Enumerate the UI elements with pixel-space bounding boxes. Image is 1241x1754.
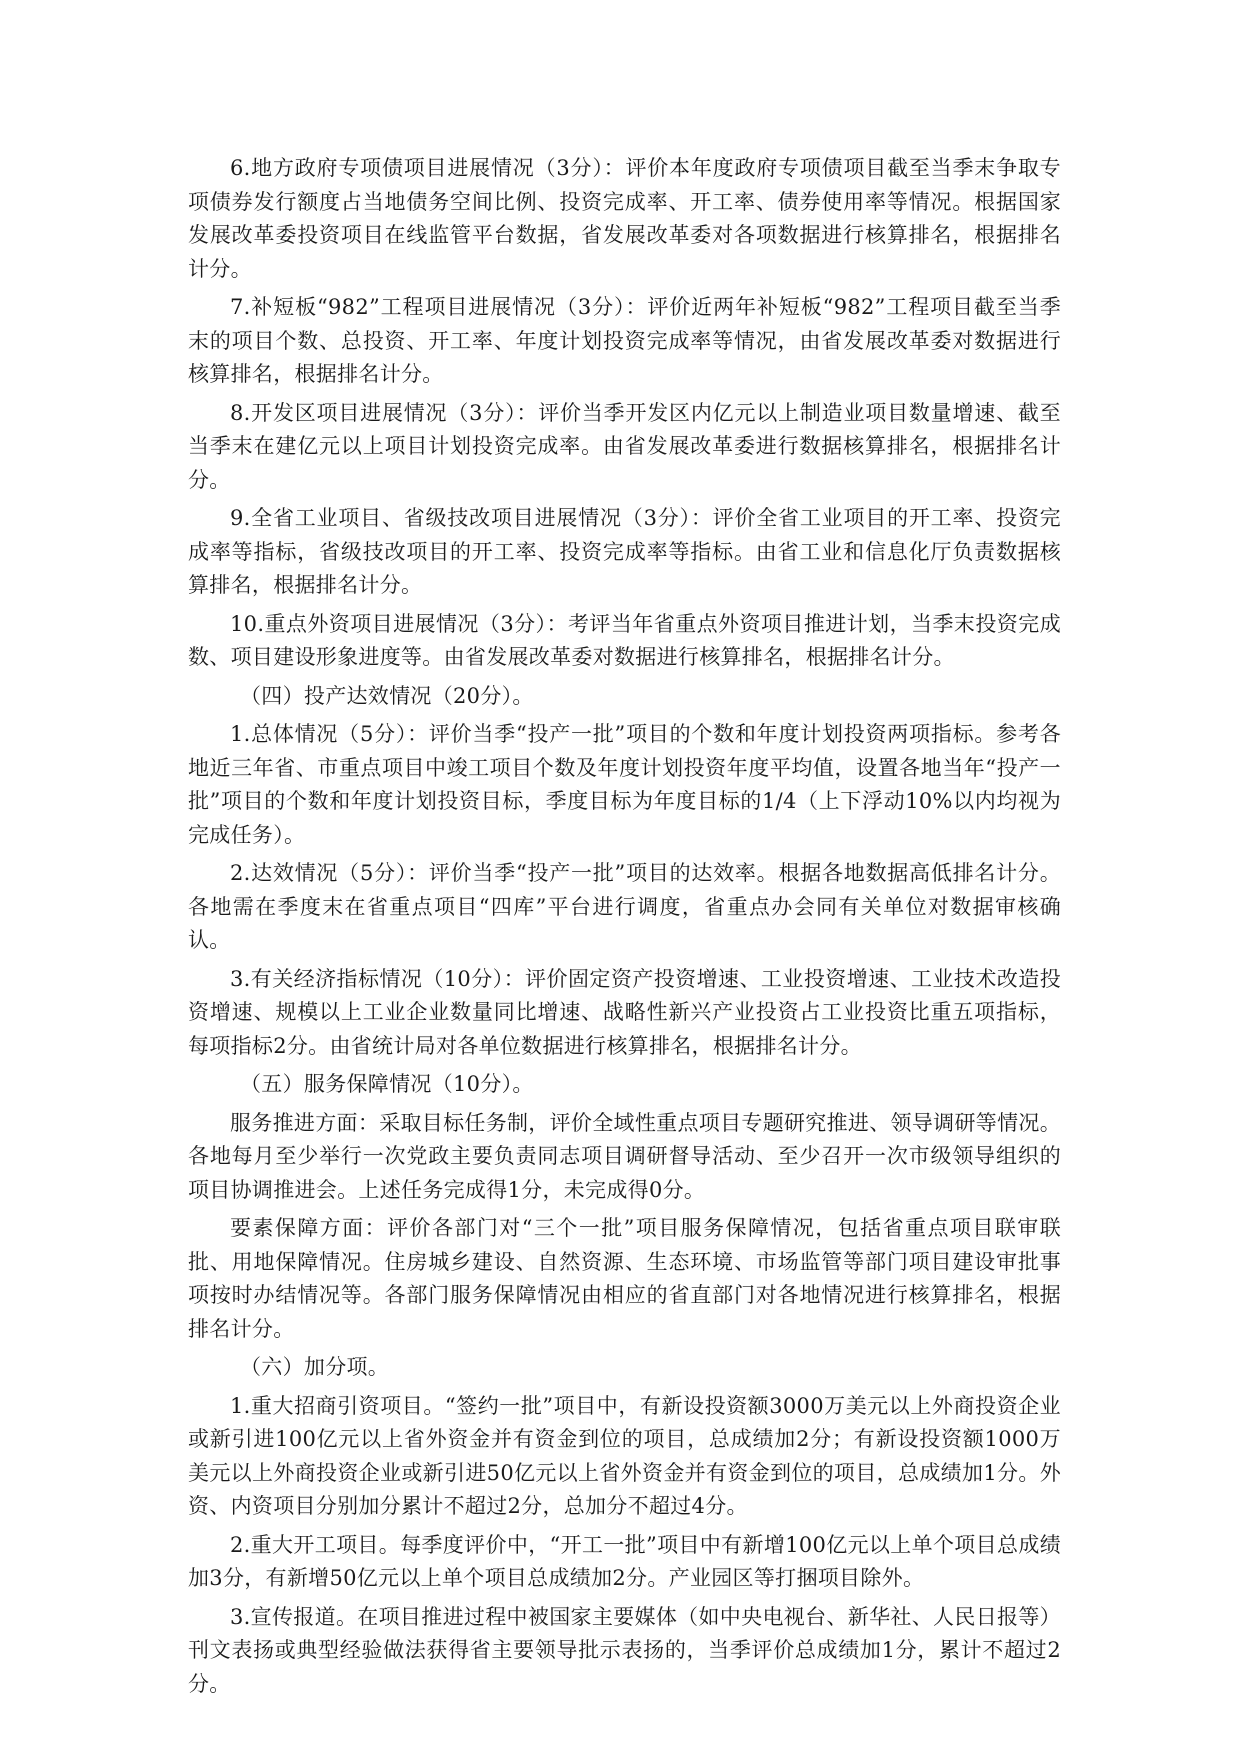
paragraph-service-promotion: 服务推进方面：采取目标任务制，评价全域性重点项目专题研究推进、领导调研等情况。各地每月至少举行一次党政主要负责同志项目调研督导活动、至少召开一次市级领导组织的项目协调推进会。上述任务完成得1分，未完成得0分。 [188, 1110, 1061, 1202]
paragraph-factor-guarantee: 要素保障方面：评价各部门对“三个一批”项目服务保障情况，包括省重点项目联审联批、用地保障情况。住房城乡建设、自然资源、生态环境、市场监管等部门项目建设审批事项按时办结情况等。各部门服务保障情况由相应的省直部门对各地情况进行核算排名，根据排名计分。 [188, 1216, 1061, 1341]
paragraph-item-7: 7.补短板“982”工程项目进展情况（3分）：评价近两年补短板“982”工程项目截至当季末的项目个数、总投资、开工率、年度计划投资完成率等情况，由省发展改革委对数据进行核算排名，根据排名计分。 [188, 295, 1061, 386]
paragraph-item-6: 6.地方政府专项债项目进展情况（3分）：评价本年度政府专项债项目截至当季末争取专项债券发行额度占当地债务空间比例、投资完成率、开工率、债券使用率等情况。根据国家发展改革委投资项目在线监管平台数据，省发展改革委对各项数据进行核算排名，根据排名计分。 [188, 156, 1061, 281]
paragraph-efficiency: 2.达效情况（5分）：评价当季“投产一批”项目的达效率。根据各地数据高低排名计分。各地需在季度末在省重点项目“四库”平台进行调度，省重点办会同有关单位对数据审核确认。 [188, 861, 1061, 952]
paragraph-item-8: 8.开发区项目进展情况（3分）：评价当季开发区内亿元以上制造业项目数量增速、截至当季末在建亿元以上项目计划投资完成率。由省发展改革委进行数据核算排名，根据排名计分。 [188, 400, 1061, 492]
paragraph-publicity: 3.宣传报道。在项目推进过程中被国家主要媒体（如中央电视台、新华社、人民日报等）刊文表扬或典型经验做法获得省主要领导批示表扬的，当季评价总成绩加1分，累计不超过2分。 [188, 1604, 1061, 1696]
paragraph-investment-attraction: 1.重大招商引资项目。“签约一批”项目中，有新设投资额3000万美元以上外商投资企业或新引进100亿元以上省外资金并有资金到位的项目，总成绩加2分；有新设投资额1000万美元以上外商投资企业或新引进50亿元以上省外资金并有资金到位的项目，总成绩加1分。外资、内资项目分别加分累计不超过2分，总加分不超过4分。 [188, 1393, 1061, 1518]
paragraph-item-10: 10.重点外资项目进展情况（3分）：考评当年省重点外资项目推进计划，当季末投资完成数、项目建设形象进度等。由省发展改革委对数据进行核算排名，根据排名计分。 [188, 611, 1061, 669]
section-heading-6: （六）加分项。 [240, 1355, 390, 1379]
paragraph-overall: 1.总体情况（5分）：评价当季“投产一批”项目的个数和年度计划投资两项指标。参考各地近三年省、市重点项目中竣工项目个数及年度计划投资年度平均值，设置各地当年“投产一批”项目的个数和年度计划投资目标，季度目标为年度目标的1/4（上下浮动10%以内均视为完成任务）。 [188, 722, 1061, 847]
paragraph-item-9: 9.全省工业项目、省级技改项目进展情况（3分）：评价全省工业项目的开工率、投资完成率等指标，省级技改项目的开工率、投资完成率等指标。由省工业和信息化厅负责数据核算排名，根据排名计分。 [188, 506, 1061, 597]
paragraph-economic-indicators: 3.有关经济指标情况（10分）：评价固定资产投资增速、工业投资增速、工业技术改造投资增速、规模以上工业企业数量同比增速、战略性新兴产业投资占工业投资比重五项指标，每项指标2分。由省统计局对各单位数据进行核算排名，根据排名计分。 [188, 966, 1061, 1058]
section-heading-5: （五）服务保障情况（10分）。 [240, 1072, 534, 1096]
section-heading-4: （四）投产达效情况（20分）。 [240, 683, 534, 708]
paragraph-major-start: 2.重大开工项目。每季度评价中，“开工一批”项目中有新增100亿元以上单个项目总成绩加3分，有新增50亿元以上单个项目总成绩加2分。产业园区等打捆项目除外。 [188, 1532, 1061, 1590]
